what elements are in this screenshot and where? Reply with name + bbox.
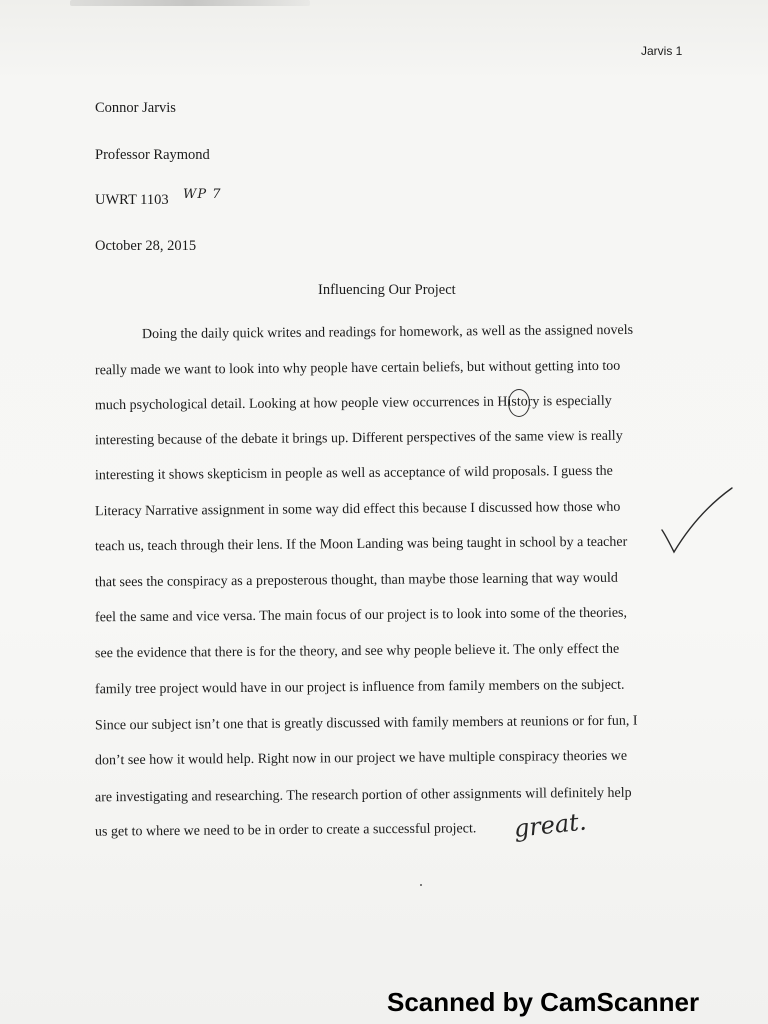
body-line: teach us, teach through their lens. If the Moon Landing was being taught in school by a teacher [94,534,628,555]
body-line: don’t see how it would help. Right now in our project we have multiple conspiracy theories we [94,748,628,769]
running-head: Jarvis 1 [641,44,683,58]
body-line: interesting it shows skepticism in people as well as acceptance of wild proposals. I guess the [94,463,613,484]
body-line: Literacy Narrative assignment in some way did effect this because I discussed how those who [94,499,621,520]
stray-mark [420,884,422,886]
handwritten-course-note: WP 7 [183,187,222,202]
essay-title: Influencing Our Project [318,282,456,298]
body-line: see the evidence that there is for the theory, and see why people believe it. The only effect the [94,641,620,662]
handwritten-checkmark-icon [660,486,736,556]
body-line: Doing the daily quick writes and readings for homework, as well as the assigned novels [141,322,634,343]
body-line: feel the same and vice versa. The main focus of our project is to look into some of the theories, [94,605,628,626]
body-line: that sees the conspiracy as a preposterous thought, than maybe those learning that way would [94,570,618,591]
camscanner-watermark: Scanned by CamScanner [387,987,700,1017]
course-code: UWRT 1103 [95,192,169,208]
body-line: much psychological detail. Looking at how people view occurrences in History is especially [94,393,612,414]
body-line: interesting because of the debate it brings up. Different perspectives of the same view is really [94,428,623,449]
essay-date: October 28, 2015 [95,238,197,254]
handwritten-grade-note: great. [512,807,588,843]
body-line: us get to where we need to be in order to create a successful project. [94,821,477,840]
body-line: family tree project would have in our project is influence from family members on the subject. [94,677,625,698]
scan-smudge [70,0,310,6]
body-line: Since our subject isn’t one that is greatly discussed with family members at reunions or for fun, I [94,713,638,734]
body-line: really made we want to look into why people have certain beliefs, but without getting into too [94,358,621,379]
handwritten-circle-mark [508,389,530,417]
body-line: are investigating and researching. The research portion of other assignments will definitely help [94,785,632,806]
professor-name: Professor Raymond [95,147,210,163]
author-name: Connor Jarvis [95,100,176,116]
